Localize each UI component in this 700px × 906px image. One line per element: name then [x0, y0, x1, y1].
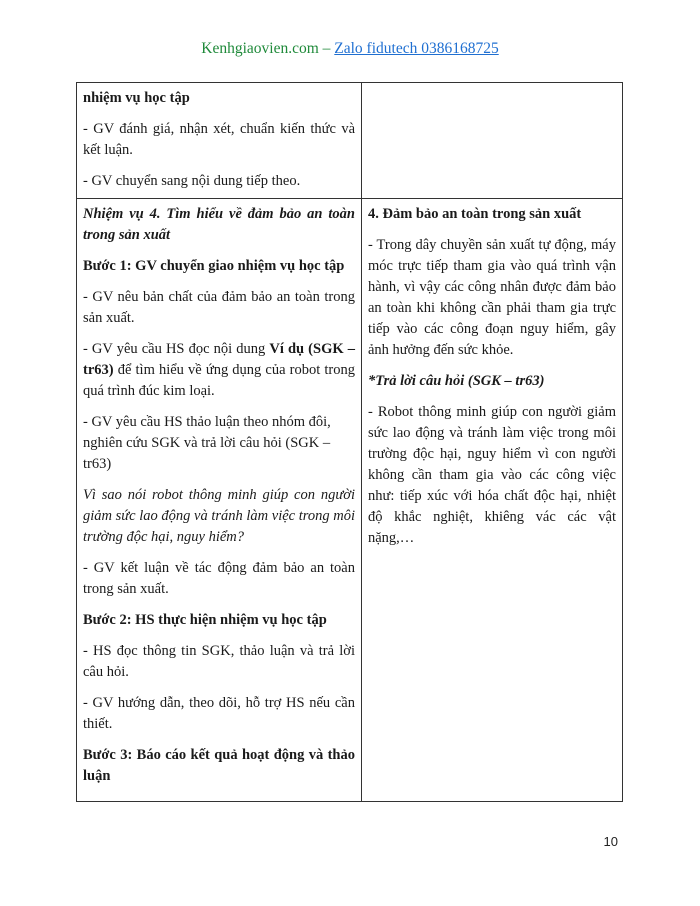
page-number: 10: [603, 834, 618, 849]
step2-item: - HS đọc thông tin SGK, thảo luận và trả lời câu hỏi.: [83, 643, 355, 680]
step3-title: Bước 3: Báo cáo kết quả hoạt động và thảo luận: [83, 747, 355, 784]
step1-item: - GV nêu bản chất của đảm bảo an toàn trong sản xuất.: [83, 289, 355, 326]
answer-title: *Trả lời câu hỏi (SGK – tr63): [368, 373, 545, 389]
section-paragraph: - Trong dây chuyền sản xuất tự động, máy móc trực tiếp tham gia vào quá trình vận hành, vì vậy các công nhân được đảm bảo an toàn khi không cần phải tham gia trực tiếp vào các công đoạn nguy hiểm, gây ảnh hưởng đến sức khỏe.: [368, 237, 616, 358]
section-title: 4. Đảm bảo an toàn trong sản xuất: [368, 206, 582, 222]
header-site[interactable]: Kenhgiaovien.com: [201, 40, 319, 57]
step2-item: - GV hướng dẫn, theo dõi, hỗ trợ HS nếu cần thiết.: [83, 695, 355, 732]
task-title: Nhiệm vụ 4. Tìm hiểu về đảm bảo an toàn trong sản xuất: [83, 206, 355, 243]
header-separator: –: [318, 40, 335, 57]
step1-item: - GV yêu cầu HS thảo luận theo nhóm đôi, nghiên cứu SGK và trả lời câu hỏi (SGK – tr63): [83, 414, 331, 472]
row2-left-cell: [77, 199, 362, 802]
row1-left-cell: [77, 83, 362, 199]
row1-right-cell: [362, 83, 623, 199]
lesson-table: [76, 82, 623, 802]
step1-item: - GV kết luận về tác động đảm bảo an toàn trong sản xuất.: [83, 560, 355, 597]
step1-item: - GV yêu cầu HS đọc nội dung Ví dụ (SGK – tr63) để tìm hiểu về ứng dụng của robot trong quá trình đúc kim loại.: [83, 341, 355, 399]
step1-title: Bước 1: GV chuyển giao nhiệm vụ học tập: [83, 258, 345, 274]
row2-right-cell: [362, 199, 623, 802]
step2-title: Bước 2: HS thực hiện nhiệm vụ học tập: [83, 612, 327, 628]
table-row: [77, 83, 623, 199]
table-row: [77, 199, 623, 802]
page-header: [0, 40, 700, 58]
answer-paragraph: - Robot thông minh giúp con người giảm sức lao động và tránh làm việc trong môi trường độc hại, nguy hiểm vì con người không cần tham gia vào các công việc như: tiếp xúc với hóa chất độc hại, nhiệt độ khắc nghiệt, khiêng vác các vật nặng,…: [368, 404, 616, 546]
header-contact-link[interactable]: Zalo fidutech 0386168725: [334, 40, 499, 57]
row1-heading: nhiệm vụ học tập: [83, 90, 190, 106]
step1-question: Vì sao nói robot thông minh giúp con người giảm sức lao động và tránh làm việc trong môi trường độc hại, nguy hiểm?: [83, 487, 355, 545]
row1-item: - GV chuyển sang nội dung tiếp theo.: [83, 173, 301, 189]
row1-item: - GV đánh giá, nhận xét, chuẩn kiến thức và kết luận.: [83, 121, 355, 158]
